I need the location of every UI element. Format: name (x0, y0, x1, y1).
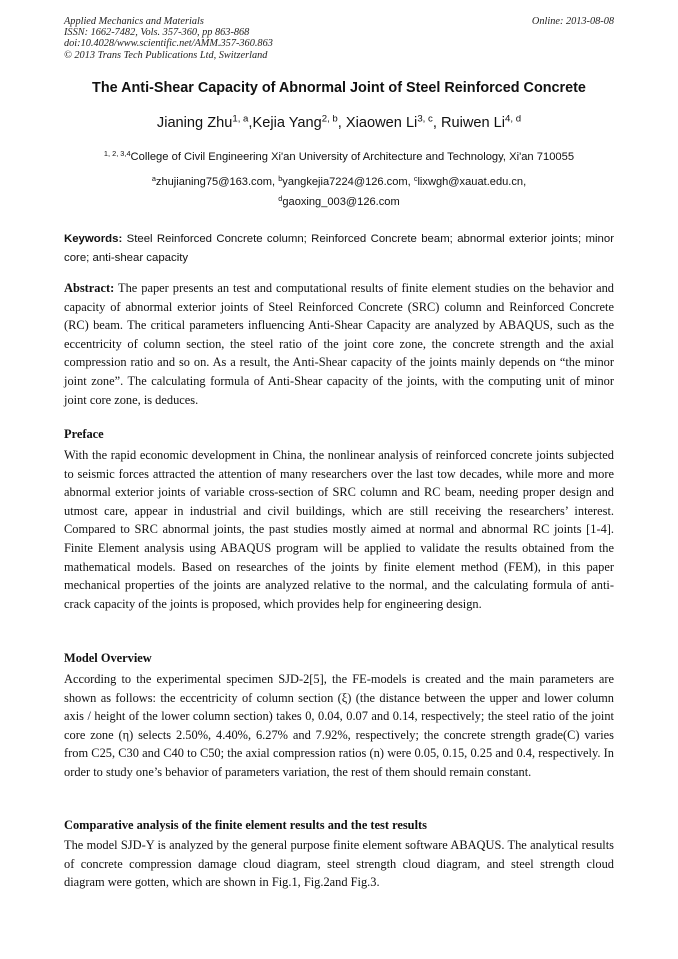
email-list (40, 172, 638, 212)
email-sup: a (151, 173, 156, 183)
author-name: Xiaowen Li (345, 115, 418, 131)
journal-header (64, 16, 614, 61)
email-address: zhujianing75@163.com, (155, 176, 276, 188)
keywords-label: Keywords: (64, 233, 123, 245)
author-sup: 3, c (417, 113, 433, 125)
abstract-text: The paper presents an test and computational results of finite element studies on the behavior and capacity of abnormal exterior joints of Steel Reinforced Concrete (SRC) column and Reinforced Concrete (RC) beam. The critical parameters influencing Anti-Shear Capacity are analyzed by ABAQUS, such as the eccentricity of column section, the steel ratio of the joint core zone, the concrete strength and the axial compression ratio and so on. As a result, the Anti-Shear capacity of the joints mainly depends on “the minor joint zone”. The calculating formula of Anti-Shear capacity of the joints, with the computing unit of minor joint core zone, is deduces. (64, 281, 615, 407)
email-sup: c (413, 173, 418, 183)
doi-line: doi:10.4028/www.scientific.net/AMM.357-360.863 (64, 38, 273, 50)
section-heading-preface: Preface (64, 427, 104, 441)
email-sup: b (278, 173, 283, 183)
journal-name: Applied Mechanics and Materials (64, 16, 204, 27)
abstract-label: Abstract: (64, 281, 115, 295)
abstract (64, 279, 614, 409)
issn-line: ISSN: 1662-7482, Vols. 357-360, pp 863-868 (64, 27, 250, 39)
online-date: Online: 2013-08-08 (531, 16, 614, 27)
comparative-paragraph: The model SJD-Y is analyzed by the general purpose finite element software ABAQUS. The analytical results of concrete compression damage cloud diagram, steel strength cloud diagram, and steel strength cloud diagram were gotten, which are shown in Fig.1, Fig.2and Fig.3. (64, 838, 614, 890)
keywords (64, 230, 614, 267)
email-address: gaoxing_003@126.com (282, 196, 400, 208)
section-heading-comparative: Comparative analysis of the finite element results and the test results (64, 818, 427, 832)
author-name: Jianing Zhu (156, 115, 233, 131)
author-sup: 4, d (505, 113, 522, 125)
copyright-line: © 2013 Trans Tech Publications Ltd, Switzerland (64, 49, 268, 61)
affiliation (40, 150, 638, 164)
email-address: yangkejia7224@126.com, (282, 176, 411, 188)
author-sup: 1, a (232, 113, 249, 125)
affiliation-text: College of Civil Engineering Xi'an University of Architecture and Technology, Xi'an 710055 (130, 151, 575, 163)
keywords-text: Steel Reinforced Concrete column; Reinforced Concrete beam; abnormal exterior joints; minor core; anti-shear capacity (64, 233, 614, 264)
section-heading-model-overview: Model Overview (64, 651, 152, 665)
affiliation-sup: 1, 2, 3,4 (103, 148, 131, 158)
author-name: Ruiwen Li (440, 115, 506, 131)
preface-paragraph: With the rapid economic development in China, the nonlinear analysis of reinforced concrete joints subjected to seismic forces attracted the attention of many researchers over the last tow decades, while more and more abnormal exterior joints of variable cross-section of SRC column and RC beam, needing proper design and utmost care, appear in industrial and civil buildings, which are still receiving the researchers’ interest. Compared to SRC abnormal joints, the past studies mostly aimed at normal and abnormal RC joints [1-4]. Finite Element analysis using ABAQUS program will be applied to validate the results obtained from the mathematical models. Based on researches of the joints by finite element method (FEM), in this paper mechanical properties of the joints are analyzed relative to the normal, and the calculating formula of anti-crack capacity of the joints is proposed, which provides help for engineering design. (64, 448, 614, 611)
author-sup: 2, b (321, 113, 338, 125)
author-list: Jianing Zhu$^{1, a}$,Kejia Yang$^{2, b}$, Xiaowen Li$^{3, c}$, Ruiwen Li$^{4, d}$ (156, 113, 522, 131)
email-sup: d (278, 193, 283, 203)
author-name: Kejia Yang (252, 115, 322, 131)
email-address: lixwgh@xauat.edu.cn, (417, 176, 527, 188)
model-overview-paragraph: According to the experimental specimen SJD-2[5], the FE-models is created and the main parameters are shown as follows: the eccentricity of column section (ξ) (the distance between the upper and lower column axis / height of the lower column section) takes 0, 0.04, 0.07 and 0.14, respectively; the steel ratio of the joint core zone (η) selects 2.50%, 4.40%, 6.27% and 7.92%, respectively; the concrete strength grade(C) varies from C25, C30 and C40 to C50; the axial compression ratios (n) were 0.05, 0.15, 0.25 and 0.4, respectively. In order to study one’s behavior of parameters variation, the rest of them should remain constant. (64, 672, 614, 779)
paper-title: The Anti-Shear Capacity of Abnormal Joint of Steel Reinforced Concrete (92, 80, 586, 96)
